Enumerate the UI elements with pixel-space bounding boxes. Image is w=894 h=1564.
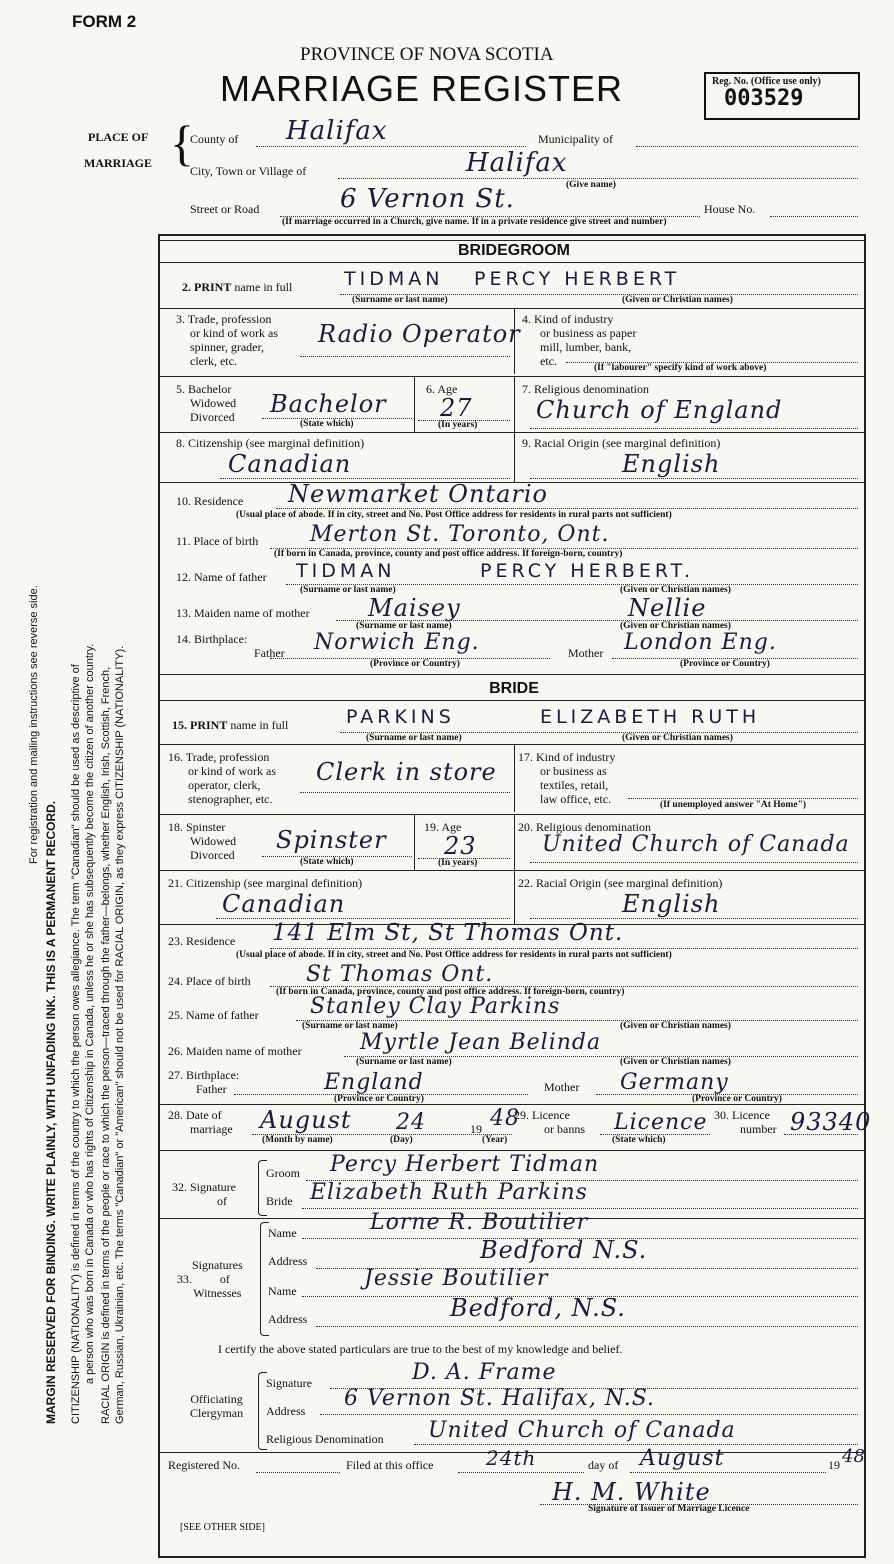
bride-trade: Clerk in store <box>316 758 497 786</box>
margin-line-racial-1: RACIAL ORIGIN is defined in terms of the people or race to which the person—traced through the father—belongs, whether English, Irish, Scottish, French, <box>100 666 112 1424</box>
bride-surname-caption: (Surname or last name) <box>366 733 462 743</box>
groom-age: 27 <box>440 394 473 422</box>
groom-mother-surname-caption: (Surname or last name) <box>356 621 452 631</box>
clergy-address: 6 Vernon St. Halifax, N.S. <box>344 1386 656 1411</box>
bride-heading: BRIDE <box>489 680 539 697</box>
bride-religion: United Church of Canada <box>542 832 850 857</box>
day-of-label: day of <box>588 1458 619 1472</box>
bride-name-label: 15. PRINT name in full <box>172 718 289 732</box>
margin-line-citizenship-1: CITIZENSHIP (NATIONALITY) is defined in terms of the country to which the person owes allegiance. The term "Canadian" should be used as descriptive of <box>70 664 82 1424</box>
w2-name-label: Name <box>268 1284 297 1298</box>
w1-address: Bedford N.S. <box>480 1236 648 1264</box>
city-value: Halifax <box>466 148 568 178</box>
page-title: MARRIAGE REGISTER <box>220 68 624 109</box>
issuer-signature: H. M. White <box>552 1478 711 1506</box>
bride-citizenship-label: 21. Citizenship (see marginal definition) <box>168 876 363 890</box>
groom-racial-label: 9. Racial Origin (see marginal definition) <box>522 436 721 450</box>
bride-mother-bp-label: Mother <box>544 1080 580 1094</box>
groom-citizenship-label: 8. Citizenship (see marginal definition) <box>176 436 365 450</box>
groom-mother-label: 13. Maiden name of mother <box>176 606 310 620</box>
bride-age-label: 19. Age <box>424 820 462 834</box>
licence-state-caption: (State which) <box>612 1135 666 1145</box>
year-caption: (Year) <box>482 1135 508 1145</box>
marriage-day: 24 <box>396 1110 426 1135</box>
groom-mother-birthplace: London Eng. <box>624 630 777 655</box>
groom-father-surname: TIDMAN <box>296 560 396 582</box>
house-label: House No. <box>704 202 756 216</box>
filed-year-prefix: 19 <box>828 1458 840 1472</box>
groom-parents-birthplace-label: 14. Birthplace: Father <box>176 632 285 660</box>
bride-mother: Myrtle Jean Belinda <box>360 1030 602 1055</box>
bride-residence: 141 Elm St, St Thomas Ont. <box>272 920 624 946</box>
street-value: 6 Vernon St. <box>340 184 515 214</box>
bride-mother-bp-caption: (Province or Country) <box>692 1094 782 1104</box>
groom-religion: Church of England <box>536 396 783 424</box>
filed-day: 24th <box>486 1446 537 1470</box>
groom-birthplace-label: 11. Place of birth <box>176 534 259 548</box>
bride-given: ELIZABETH RUTH <box>540 706 761 728</box>
bride-status: Spinster <box>276 826 387 854</box>
groom-age-caption: (In years) <box>438 420 478 430</box>
marriage-year-prefix: 19 <box>470 1122 482 1136</box>
bride-father-surname-caption: (Surname or last name) <box>302 1021 398 1031</box>
groom-birthplace: Merton St. Toronto, Ont. <box>310 522 610 547</box>
bride-religion-label: 20. Religious denomination <box>518 820 651 834</box>
groom-racial: English <box>622 450 721 478</box>
w1-address-label: Address <box>268 1254 308 1268</box>
reg-number-box <box>704 72 860 120</box>
groom-residence: Newmarket Ontario <box>288 480 548 508</box>
bride-given-caption: (Given or Christian names) <box>622 733 733 743</box>
groom-mother-surname: Maisey <box>368 594 461 622</box>
city-label: City, Town or Village of <box>190 164 307 178</box>
groom-mother-given: Nellie <box>628 594 707 622</box>
marriage-year: 48 <box>490 1106 520 1131</box>
clergy-address-label: Address <box>266 1404 306 1418</box>
licence-number: 93340 <box>790 1108 872 1136</box>
groom-industry-note: (If "labourer" specify kind of work above) <box>594 363 767 373</box>
bride-signature: Elizabeth Ruth Parkins <box>310 1180 588 1205</box>
bride-mother-given-caption: (Given or Christian names) <box>620 1057 731 1067</box>
groom-surname-caption: (Surname or last name) <box>352 295 448 305</box>
place-label-1: PLACE OF <box>88 130 149 144</box>
reg-number-label: Reg. No. (Office use only) <box>712 76 821 87</box>
clergy-denomination: United Church of Canada <box>428 1418 736 1443</box>
margin-line-registration: For registration and mailing instructions see reverse side. <box>28 585 40 864</box>
day-caption: (Day) <box>390 1135 413 1145</box>
street-note: (If marriage occurred in a Church, give name. If in a private residence give street and number) <box>282 217 667 227</box>
bride-parents-birthplace-label: 27. Birthplace: Father <box>168 1068 240 1096</box>
groom-residence-note: (Usual place of abode. If in city, street and No. Post Office address for residents in rural parts not sufficient) <box>236 510 672 520</box>
groom-trade-label: 3. Trade, profession or kind of work as spinner, grader, clerk, etc. <box>176 312 278 368</box>
filed-label: Filed at this office <box>346 1458 434 1472</box>
bride-racial: English <box>622 890 721 918</box>
bride-father: Stanley Clay Parkins <box>310 994 561 1019</box>
reg-number: 003529 <box>724 86 804 111</box>
groom-citizenship: Canadian <box>228 450 352 478</box>
bride-mother-label: 26. Maiden name of mother <box>168 1044 302 1058</box>
filed-month: August <box>640 1446 725 1471</box>
bride-father-label: 25. Name of father <box>168 1008 259 1022</box>
groom-trade: Radio Operator <box>318 320 521 348</box>
groom-name-label: 2. PRINT name in full <box>182 280 293 294</box>
place-label-2: MARRIAGE <box>84 156 152 170</box>
bride-mother-surname-caption: (Surname or last name) <box>356 1057 452 1067</box>
clergyman-label: Officiating Clergyman <box>190 1392 244 1420</box>
bride-citizenship: Canadian <box>222 890 346 918</box>
witnesses-label: Signatures 33. of Witnesses <box>176 1258 243 1300</box>
margin-line-citizenship-2: a person who was born in Canada or who has rights of Citizenship in Canada, unless he or she has subsequently become the citizen of another country. <box>84 643 96 1384</box>
groom-sig-label: Groom <box>266 1166 300 1180</box>
groom-industry-label: 4. Kind of industry or business as paper mill, lumber, bank, etc. <box>522 312 637 368</box>
margin-line-racial-2: German, Russian, Ukrainian, etc. The terms "Canadian" or "American" should not be used for RACIAL ORIGIN, as they express CITIZENSHIP (NATIONALITY). <box>114 645 126 1424</box>
county-label: County of <box>190 132 239 146</box>
bride-trade-label: 16. Trade, profession or kind of work as operator, clerk, stenographer, etc. <box>168 750 276 806</box>
groom-state-caption: (State which) <box>300 419 354 429</box>
licence-number-label: 30. Licence number <box>714 1108 777 1136</box>
bride-age-caption: (In years) <box>438 858 478 868</box>
bride-birthplace-label: 24. Place of birth <box>168 974 251 988</box>
licence-banns: Licence <box>614 1110 708 1135</box>
province-heading: PROVINCE OF NOVA SCOTIA <box>300 44 554 65</box>
bride-status-label: 18. Spinster Widowed Divorced <box>168 820 237 862</box>
bride-residence-label: 23. Residence <box>168 934 236 948</box>
clergy-signature: D. A. Frame <box>412 1360 557 1385</box>
bride-birthplace-note: (If born in Canada, province, county and post office address. If foreign-born, country) <box>276 987 625 997</box>
licence-banns-label: 29. Licence or banns <box>514 1108 585 1136</box>
bride-father-birthplace: England <box>324 1070 424 1095</box>
w2-address-label: Address <box>268 1312 308 1326</box>
signature-label: 32. Signature of <box>172 1180 236 1208</box>
filed-year: 48 <box>842 1446 865 1467</box>
issuer-caption: Signature of Issuer of Marriage Licence <box>588 1504 750 1514</box>
groom-given-caption: (Given or Christian names) <box>622 295 733 305</box>
w1-name: Lorne R. Boutilier <box>370 1210 589 1235</box>
groom-mother-bp-label: Mother <box>568 646 604 660</box>
margin-instructions <box>0 0 126 1564</box>
give-name-caption: (Give name) <box>566 180 616 190</box>
municipality-label: Municipality of <box>538 132 613 146</box>
groom-father-bp-caption: (Province or Country) <box>370 659 460 669</box>
groom-father-given-caption: (Given or Christian names) <box>620 585 731 595</box>
groom-mother-given-caption: (Given or Christian names) <box>620 621 731 631</box>
bride-mother-birthplace: Germany <box>620 1070 729 1095</box>
bride-father-bp-caption: (Province or Country) <box>334 1094 424 1104</box>
marriage-month: August <box>260 1106 352 1134</box>
see-other-side: [SEE OTHER SIDE] <box>180 1522 265 1533</box>
clergy-sig-label: Signature <box>266 1376 312 1390</box>
bride-age: 23 <box>444 832 477 860</box>
form-number: FORM 2 <box>72 12 137 31</box>
marriage-date-label: 28. Date of marriage <box>168 1108 233 1136</box>
w1-name-label: Name <box>268 1226 297 1240</box>
groom-mother-bp-caption: (Province or Country) <box>680 659 770 669</box>
street-label: Street or Road <box>190 202 260 216</box>
groom-father-surname-caption: (Surname or last name) <box>300 585 396 595</box>
groom-status-label: 5. Bachelor Widowed Divorced <box>176 382 237 424</box>
bride-sig-label: Bride <box>266 1194 293 1208</box>
groom-birthplace-note: (If born in Canada, province, county and post office address. If foreign-born, country) <box>274 549 623 559</box>
bride-industry-note: (If unemployed answer "At Home") <box>660 800 807 810</box>
clergy-denom-label: Religious Denomination <box>266 1432 384 1446</box>
groom-given: PERCY HERBERT <box>474 268 681 290</box>
bridegroom-heading: BRIDEGROOM <box>458 242 570 259</box>
margin-line-binding: MARGIN RESERVED FOR BINDING. WRITE PLAINLY, WITH UNFADING INK. THIS IS A PERMANENT RECORD. <box>44 800 58 1424</box>
bride-birthplace: St Thomas Ont. <box>306 962 494 987</box>
place-brace: { <box>170 115 194 171</box>
groom-father-label: 12. Name of father <box>176 570 267 584</box>
bride-father-given-caption: (Given or Christian names) <box>620 1021 731 1031</box>
bride-racial-label: 22. Racial Origin (see marginal definition) <box>518 876 723 890</box>
bride-surname: PARKINS <box>346 706 455 728</box>
county-value: Halifax <box>286 116 388 146</box>
month-caption: (Month by name) <box>262 1135 333 1145</box>
groom-residence-label: 10. Residence <box>176 494 244 508</box>
registered-no-label: Registered No. <box>168 1458 240 1472</box>
groom-father-given: PERCY HERBERT. <box>480 560 695 582</box>
bride-residence-note: (Usual place of abode. If in city, street and No. Post Office address for residents in rural parts not sufficient) <box>236 950 672 960</box>
w2-address: Bedford, N.S. <box>450 1294 626 1322</box>
groom-age-label: 6. Age <box>426 382 458 396</box>
groom-religion-label: 7. Religious denomination <box>522 382 649 396</box>
groom-signature: Percy Herbert Tidman <box>330 1152 600 1177</box>
groom-father-birthplace: Norwich Eng. <box>314 630 480 655</box>
groom-surname: TIDMAN <box>344 268 444 290</box>
groom-status: Bachelor <box>270 390 387 418</box>
bride-state-caption: (State which) <box>300 857 354 867</box>
bride-industry-label: 17. Kind of industry or business as textiles, retail, law office, etc. <box>518 750 616 806</box>
certification-text: I certify the above stated particulars are true to the best of my knowledge and belief. <box>218 1342 623 1356</box>
w2-name: Jessie Boutilier <box>364 1266 549 1291</box>
